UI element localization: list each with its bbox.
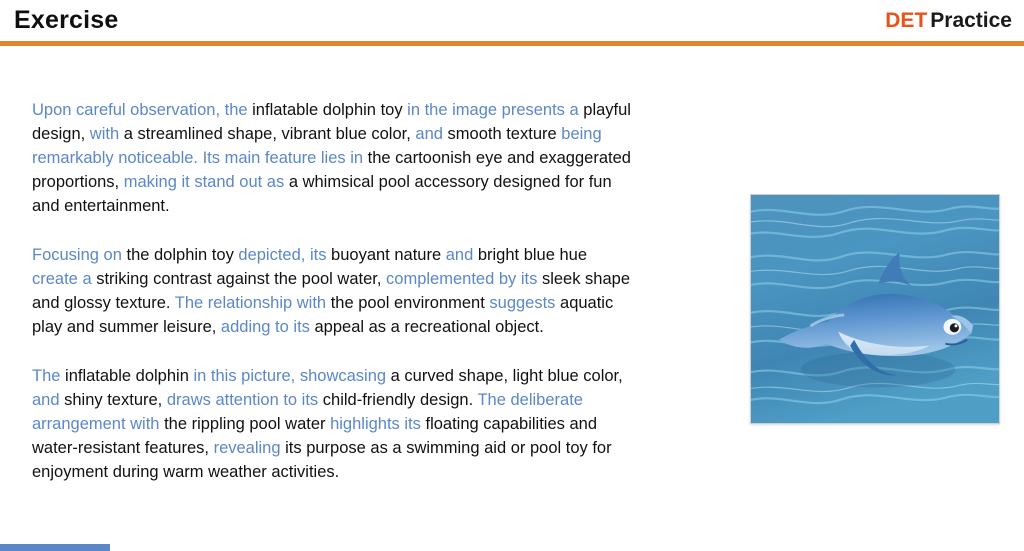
brand-practice-text: Practice <box>930 9 1012 32</box>
text-run: with <box>89 125 124 143</box>
text-run: appeal as a recreational object. <box>314 318 544 336</box>
brand-det-text: DET <box>885 9 928 32</box>
text-run: floating capabilities and water-resistant features, <box>32 415 598 457</box>
page-header <box>0 0 1024 41</box>
text-run: highlights its <box>330 415 426 433</box>
text-run: making it stand out as <box>123 173 289 191</box>
text-run: shiny texture, <box>64 391 167 409</box>
text-run: in the image presents a <box>407 101 584 119</box>
text-run: buoyant nature <box>331 246 446 264</box>
text-run: complemented by its <box>386 270 542 288</box>
text-run: and <box>415 125 448 143</box>
dolphin-toy-photo <box>750 194 1000 424</box>
text-run: a curved shape, light blue color, <box>390 367 623 385</box>
text-run: suggests <box>489 294 561 312</box>
paragraph-3 <box>32 364 632 484</box>
footer-accent-bar <box>0 544 110 551</box>
dolphin-pool-illustration <box>751 195 999 423</box>
text-run: in this picture, showcasing <box>193 367 391 385</box>
text-run: the pool environment <box>330 294 490 312</box>
text-run: the dolphin toy <box>126 246 239 264</box>
text-run: its purpose as a swimming aid or pool toy for enjoyment during warm weather activities. <box>32 439 612 481</box>
text-run: The relationship with <box>174 294 331 312</box>
text-run: revealing <box>213 439 286 457</box>
text-run: The <box>32 367 66 385</box>
text-run: and <box>32 391 65 409</box>
text-run: striking contrast against the pool water, <box>96 270 387 288</box>
text-run: sleek shape and glossy texture. <box>32 270 631 312</box>
text-run: a streamlined shape, vibrant blue color, <box>123 125 416 143</box>
text-run: the cartoonish eye and exaggerated proportions, <box>32 149 631 191</box>
text-run: Upon careful observation, the <box>32 101 253 119</box>
text-run: inflatable dolphin toy <box>252 101 408 119</box>
slide-content <box>0 46 1024 551</box>
text-run: depicted, its <box>238 246 332 264</box>
text-run: aquatic play and summer leisure, <box>32 294 614 336</box>
description-text-column <box>32 98 632 484</box>
text-run: being remarkably noticeable. Its main feature lies in <box>32 125 602 167</box>
text-run: adding to its <box>220 318 315 336</box>
text-run: a whimsical pool accessory designed for fun and entertainment. <box>32 173 612 215</box>
text-run: playful design, <box>32 101 631 143</box>
text-run: child-friendly design. <box>322 391 478 409</box>
paragraph-2 <box>32 243 632 339</box>
text-run: create a <box>32 270 97 288</box>
page-title: Exercise <box>14 6 119 34</box>
text-run: inflatable dolphin <box>65 367 194 385</box>
text-run: The deliberate arrangement with <box>32 391 583 433</box>
paragraph-1 <box>32 98 632 218</box>
text-run: the rippling pool water <box>164 415 331 433</box>
brand-logo <box>885 10 1012 31</box>
text-run: draws attention to its <box>166 391 323 409</box>
text-run: and <box>445 246 478 264</box>
text-run: Focusing on <box>32 246 127 264</box>
text-run: bright blue hue <box>477 246 588 264</box>
text-run: smooth texture <box>447 125 562 143</box>
